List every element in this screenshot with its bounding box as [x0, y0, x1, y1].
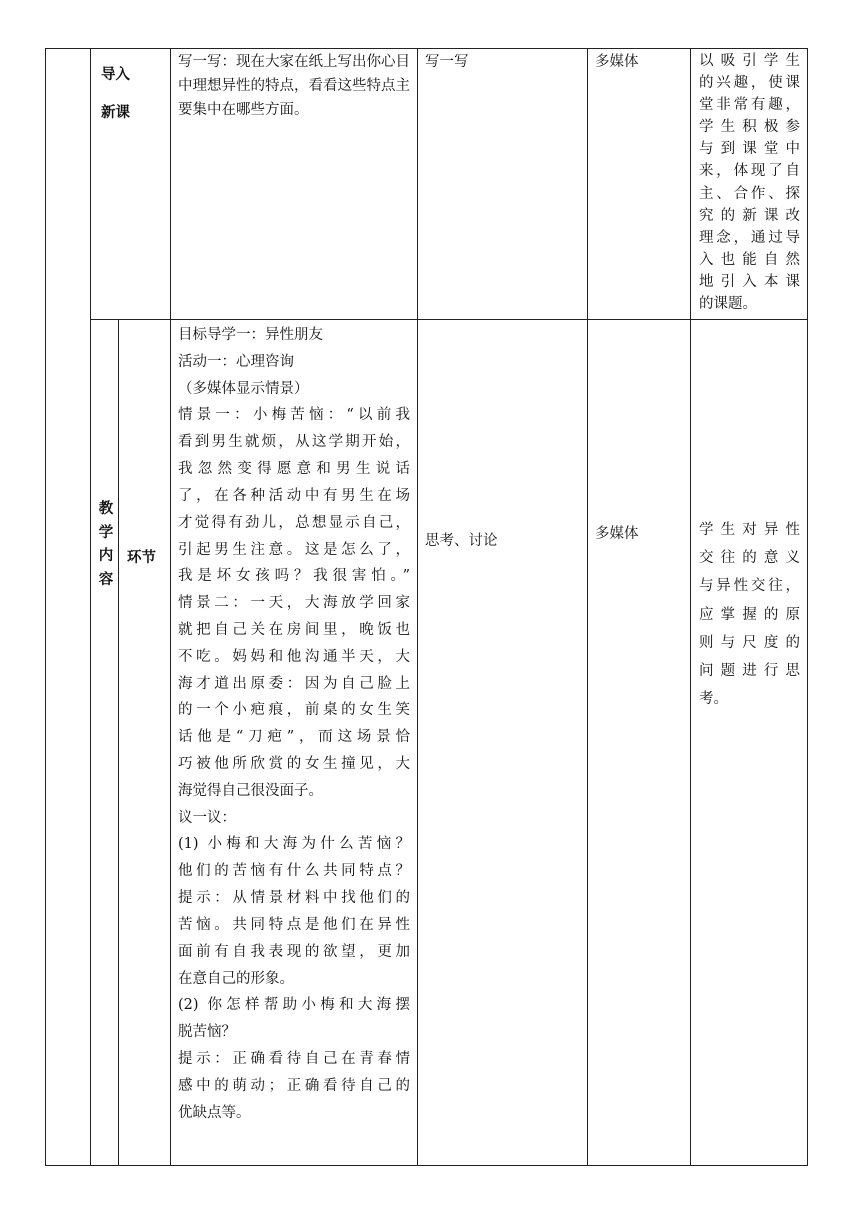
section-char: 教 [98, 501, 114, 517]
content-line: 看到男生就烦，从这学期开始， [178, 434, 410, 451]
column-divider-subsection [118, 319, 119, 1166]
content-line: 面前有自我表现的欲望，更加 [178, 943, 410, 960]
content-line: 苦恼。共同特点是他们在异性 [178, 916, 410, 933]
content-line: 活动一：心理咨询 [178, 353, 294, 370]
section-char: 内 [98, 548, 114, 564]
intent-line: 与到课堂中 [699, 141, 800, 158]
teaching-student-activity: 思考、讨论 [425, 533, 498, 549]
section-label-line: 新课 [101, 105, 130, 121]
row-divider [90, 319, 808, 320]
content-line: 巧被他所欣赏的女生撞见，大 [178, 756, 410, 772]
content-line: 他们的苦恼有什么共同特点？ [178, 863, 410, 880]
section-label-line: 导入 [101, 67, 130, 83]
intent-line: 问题进行思 [699, 663, 800, 680]
intent-line: 地引入本课 [699, 273, 800, 290]
table-left-border [45, 48, 46, 1166]
teaching-media: 多媒体 [595, 526, 639, 542]
intent-line: 的课题。 [699, 296, 757, 313]
content-line: 在意自己的形象。 [178, 970, 294, 987]
intent-line: 应掌握的原 [699, 606, 800, 623]
section-label-intro [101, 56, 161, 132]
intent-line: 入也能自然 [699, 251, 800, 268]
content-line: 感中的萌动；正确看待自己的 [178, 1077, 410, 1094]
table-top-border [45, 48, 808, 49]
section-char: 学 [98, 524, 114, 541]
content-line: (2) 你怎样帮助小梅和大海摆 [178, 997, 410, 1014]
content-line: 海才道出原委：因为自己脸上 [178, 675, 410, 692]
intro-design-intent [699, 50, 800, 315]
content-line: 话他是“刀疤”，而这场景恰 [178, 729, 410, 746]
intent-line: 学生对异性 [699, 522, 800, 538]
content-line: 才觉得有劲儿，总想显示自己， [178, 514, 410, 531]
content-line: 就把自己关在房间里，晚饭也 [178, 621, 410, 638]
table-bottom-border [45, 1165, 808, 1166]
intent-line: 考。 [699, 691, 728, 708]
intent-line: 交往的意义 [699, 550, 800, 567]
intro-content: 写一写：现在大家在纸上写出你心目中理想异性的特点，看看这些特点主要集中在哪些方面。 [178, 54, 410, 119]
intent-line: 主、合作、探 [699, 185, 800, 202]
content-line: 引起男生注意。这是怎么了， [178, 541, 410, 558]
intent-line: 与异性交往， [699, 578, 800, 595]
intent-line: 来，体现了自 [699, 163, 800, 180]
section-label-teaching-content [97, 498, 115, 592]
intro-media: 多媒体 [595, 54, 639, 70]
content-line: 我是坏女孩吗？我很害怕。” [178, 568, 410, 585]
intent-line: 理念，通过导 [699, 229, 800, 246]
content-line: (1) 小梅和大海为什么苦恼？ [178, 836, 410, 853]
intent-line: 学生积极参 [699, 119, 800, 136]
section-char: 容 [98, 571, 114, 588]
content-line: 优缺点等。 [178, 1104, 251, 1121]
column-divider-activity [417, 48, 418, 1166]
content-line: 我忽然变得愿意和男生说话 [178, 461, 410, 478]
teaching-content [178, 322, 410, 1126]
table-right-border [807, 48, 808, 1166]
content-line: 情景一：小梅苦恼：“以前我 [178, 407, 410, 424]
sub-section-label: 环节 [127, 550, 156, 566]
content-line: 议一议： [178, 809, 236, 826]
content-line: 提示：正确看待自己在青春情 [178, 1050, 410, 1067]
intent-line: 堂非常有趣， [699, 97, 800, 114]
intro-student-activity: 写一写 [425, 54, 469, 70]
content-line: 脱苦恼？ [178, 1024, 236, 1041]
content-line: 情景二：一天，大海放学回家 [178, 595, 410, 612]
intent-line: 以吸引学生 [699, 53, 800, 69]
teaching-design-intent [699, 516, 800, 713]
intent-line: 则与尺度的 [699, 634, 800, 651]
column-divider-section [90, 48, 91, 1166]
intent-line: 究的新课改 [699, 207, 800, 224]
column-divider-content [170, 48, 171, 1166]
content-line: 了，在各种活动中有男生在场 [178, 487, 410, 504]
column-divider-media [587, 48, 588, 1166]
content-line: 提示：从情景材料中找他们的 [178, 890, 410, 907]
intent-line: 的兴趣，使课 [699, 75, 800, 92]
column-divider-intent [690, 48, 691, 1166]
content-line: （多媒体显示情景） [178, 380, 309, 397]
content-line: 目标导学一：异性朋友 [178, 327, 323, 343]
content-line: 海觉得自己很没面子。 [178, 782, 323, 799]
content-line: 的一个小疤痕，前桌的女生笑 [178, 702, 410, 719]
content-line: 不吃。妈妈和他沟通半天，大 [178, 648, 410, 665]
